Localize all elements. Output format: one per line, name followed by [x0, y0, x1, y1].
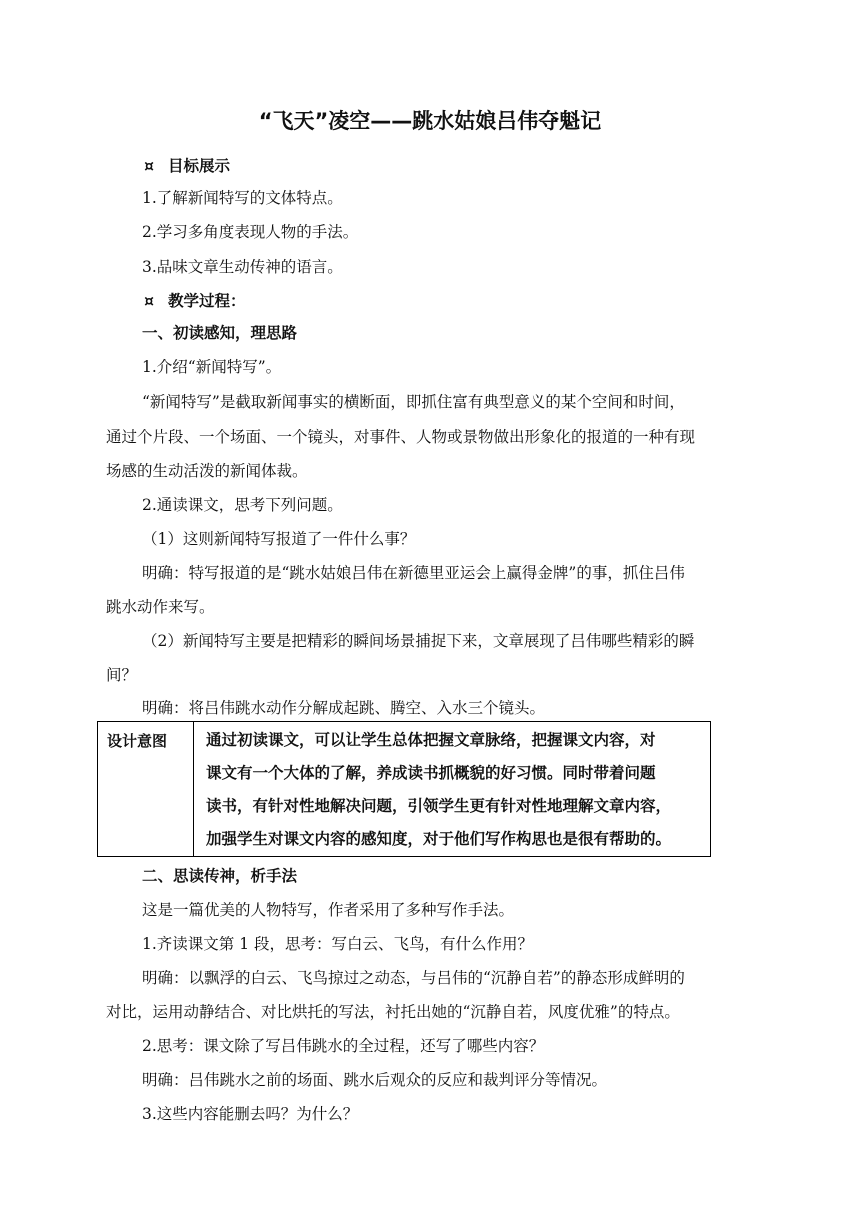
- design-intent-line: 加强学生对课文内容的感知度，对于他们写作构思也是很有帮助的。: [206, 830, 672, 848]
- design-intent-table: [97, 721, 711, 857]
- question-line: 间？: [106, 666, 138, 684]
- currency-symbol-icon: ¤: [144, 292, 154, 310]
- design-intent-line: 读书，有针对性地解决问题，引领学生更有针对性地理解文章内容，: [206, 797, 672, 815]
- design-intent-line: 通过初读课文，可以让学生总体把握文章脉络，把握课文内容，对: [206, 731, 656, 749]
- question: 3.这些内容能删去吗？为什么？: [142, 1105, 359, 1123]
- goal-item: 2.学习多角度表现人物的手法。: [142, 223, 359, 241]
- answer-line: 跳水动作来写。: [106, 598, 215, 616]
- answer: 明确：将吕伟跳水动作分解成起跳、腾空、入水三个镜头。: [142, 699, 546, 717]
- goal-item: 1.了解新闻特写的文体特点。: [142, 189, 343, 207]
- section-process-label: 教学过程：: [168, 292, 246, 310]
- section-goals-heading: [142, 155, 230, 177]
- question: 2.思考：课文除了写吕伟跳水的全过程，还写了哪些内容？: [142, 1037, 545, 1055]
- answer-line: 对比，运用动静结合、对比烘托的写法，衬托出她的“沉静自若，风度优雅”的特点。: [106, 1003, 680, 1021]
- section-goals-label: 目标展示: [168, 157, 231, 175]
- answer: 明确：吕伟跳水之前的场面、跳水后观众的反应和裁判评分等情况。: [142, 1071, 608, 1089]
- design-intent-label: 设计意图: [98, 722, 194, 856]
- part2-heading: 二、思读传神，析手法: [142, 867, 298, 885]
- document-title: “飞天”凌空——跳水姑娘吕伟夺魁记: [258, 109, 602, 133]
- paragraph-line: 场感的生动活泼的新闻体裁。: [106, 462, 308, 480]
- paragraph: 2.通读课文，思考下列问题。: [142, 496, 343, 514]
- question-line: （2）新闻特写主要是把精彩的瞬间场景捕捉下来，文章展现了吕伟哪些精彩的瞬: [142, 632, 695, 650]
- design-intent-line: 课文有一个大体的了解，养成读书抓概貌的好习惯。同时带着问题: [206, 764, 656, 782]
- paragraph-line: 通过个片段、一个场面、一个镜头，对事件、人物或景物做出形象化的报道的一种有现: [106, 428, 696, 446]
- currency-symbol-icon: ¤: [144, 157, 154, 175]
- question: 1.齐读课文第 1 段，思考：写白云、飞鸟，有什么作用？: [142, 935, 534, 953]
- paragraph: 这是一篇优美的人物特写，作者采用了多种写作手法。: [142, 901, 515, 919]
- section-process-heading: [142, 290, 246, 312]
- question: （1）这则新闻特写报道了一件什么事？: [142, 530, 416, 548]
- goal-item: 3.品味文章生动传神的语言。: [142, 258, 343, 276]
- paragraph-line: “新闻特写”是截取新闻事实的横断面，即抓住富有典型意义的某个空间和时间，: [142, 393, 685, 411]
- answer-line: 明确：以飘浮的白云、飞鸟掠过之动态，与吕伟的“沉静自若”的静态形成鲜明的: [142, 969, 685, 987]
- part1-heading: 一、初读感知，理思路: [142, 324, 298, 342]
- answer-line: 明确：特写报道的是“跳水姑娘吕伟在新德里亚运会上赢得金牌”的事，抓住吕伟: [142, 564, 685, 582]
- paragraph: 1.介绍“新闻特写”。: [142, 358, 282, 376]
